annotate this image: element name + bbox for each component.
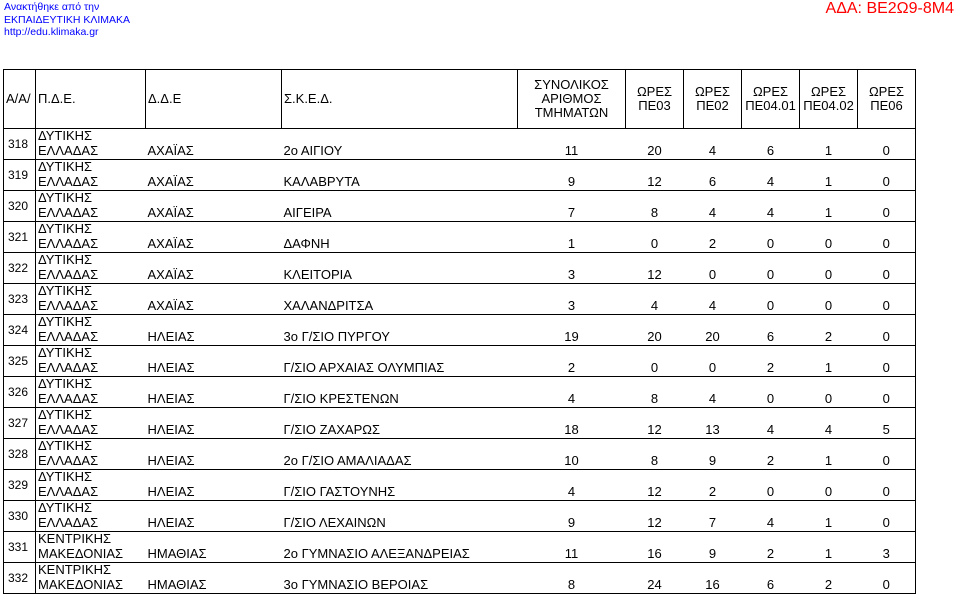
pe0401-cell: 6 [742, 129, 800, 160]
header-pe06-line1: ΩΡΕΣ [868, 84, 905, 99]
header-total-line1: ΣΥΝΟΛΙΚΟΣ [534, 77, 609, 92]
table-row [4, 532, 916, 563]
pe03-cell: 20 [626, 315, 684, 346]
region-cell [36, 129, 146, 160]
watermark-line-2: ΕΚΠΑΙΔΕΥΤΙΚΗ ΚΛΙΜΑΚΑ [4, 13, 131, 26]
pe02-cell: 2 [684, 222, 742, 253]
header-pe0402 [800, 70, 858, 129]
header-dde: Δ.Δ.Ε [146, 70, 282, 129]
region-line1: ΔΥΤΙΚΗΣ [38, 500, 93, 515]
pe0402-cell: 0 [800, 470, 858, 501]
watermark [4, 1, 130, 39]
pe0402-cell: 0 [800, 222, 858, 253]
table-row [4, 377, 916, 408]
dde-cell: ΑΧΑΪΑΣ [146, 160, 282, 191]
pe06-cell: 0 [858, 346, 916, 377]
region-cell [36, 563, 146, 594]
header-pe02-line2: ΠΕ02 [696, 98, 729, 113]
pe03-cell: 20 [626, 129, 684, 160]
pe02-cell: 4 [684, 377, 742, 408]
dde-cell: ΑΧΑΪΑΣ [146, 129, 282, 160]
pe0401-cell: 0 [742, 222, 800, 253]
total-cell: 4 [518, 470, 626, 501]
pe06-cell: 0 [858, 191, 916, 222]
pe06-cell: 0 [858, 222, 916, 253]
pe03-cell: 0 [626, 346, 684, 377]
pe02-cell: 4 [684, 284, 742, 315]
pe0401-cell: 4 [742, 408, 800, 439]
pe02-cell: 4 [684, 129, 742, 160]
dde-cell: ΗΛΕΙΑΣ [146, 501, 282, 532]
pe02-cell: 4 [684, 191, 742, 222]
region-line2: ΕΛΛΑΔΑΣ [38, 452, 99, 468]
pe03-cell: 8 [626, 439, 684, 470]
total-cell: 7 [518, 191, 626, 222]
pe0402-cell: 1 [800, 191, 858, 222]
pe0401-cell: 4 [742, 501, 800, 532]
pe03-cell: 4 [626, 284, 684, 315]
table-row [4, 501, 916, 532]
dde-cell: ΑΧΑΪΑΣ [146, 222, 282, 253]
region-line1: ΔΥΤΙΚΗΣ [38, 376, 93, 391]
region-line2: ΕΛΛΑΔΑΣ [38, 359, 99, 375]
school-cell: Γ/ΣΙΟ ΓΑΣΤΟΥΝΗΣ [282, 470, 518, 501]
pe03-cell: 0 [626, 222, 684, 253]
school-cell: Γ/ΣΙΟ ΛΕΧΑΙΝΩΝ [282, 501, 518, 532]
pe03-cell: 24 [626, 563, 684, 594]
table-row [4, 315, 916, 346]
region-line1: ΔΥΤΙΚΗΣ [38, 190, 93, 205]
region-cell [36, 160, 146, 191]
pe0402-cell: 2 [800, 315, 858, 346]
pe06-cell: 3 [858, 532, 916, 563]
region-line2: ΕΛΛΑΔΑΣ [38, 328, 99, 344]
school-cell: 2ο Γ/ΣΙΟ ΑΜΑΛΙΑΔΑΣ [282, 439, 518, 470]
region-line2: ΕΛΛΑΔΑΣ [38, 266, 99, 282]
region-line1: ΔΥΤΙΚΗΣ [38, 128, 93, 143]
region-line2: ΕΛΛΑΔΑΣ [38, 421, 99, 437]
dde-cell: ΑΧΑΪΑΣ [146, 191, 282, 222]
region-line1: ΔΥΤΙΚΗΣ [38, 314, 93, 329]
pe0401-cell: 4 [742, 191, 800, 222]
region-line1: ΔΥΤΙΚΗΣ [38, 407, 93, 422]
school-cell: ΔΑΦΝΗ [282, 222, 518, 253]
pe03-cell: 12 [626, 160, 684, 191]
pe0402-cell: 0 [800, 284, 858, 315]
pe06-cell: 0 [858, 470, 916, 501]
region-line2: ΕΛΛΑΔΑΣ [38, 204, 99, 220]
region-cell [36, 315, 146, 346]
header-pe0402-line1: ΩΡΕΣ [810, 84, 847, 99]
header-pe06-line2: ΠΕ06 [870, 98, 903, 113]
header-pe03 [626, 70, 684, 129]
pe02-cell: 0 [684, 253, 742, 284]
region-cell [36, 253, 146, 284]
header-row [4, 70, 916, 129]
school-cell: ΚΛΕΙΤΟΡΙΑ [282, 253, 518, 284]
dde-cell: ΗΛΕΙΑΣ [146, 439, 282, 470]
header-pe0401-line1: ΩΡΕΣ [752, 84, 789, 99]
pe02-cell: 6 [684, 160, 742, 191]
region-line1: ΔΥΤΙΚΗΣ [38, 345, 93, 360]
pe0402-cell: 1 [800, 160, 858, 191]
dde-cell: ΑΧΑΪΑΣ [146, 284, 282, 315]
pe06-cell: 5 [858, 408, 916, 439]
total-cell: 8 [518, 563, 626, 594]
pe0401-cell: 0 [742, 253, 800, 284]
pe06-cell: 0 [858, 129, 916, 160]
row-number-cell: 324 [4, 315, 36, 346]
table-row [4, 129, 916, 160]
total-cell: 1 [518, 222, 626, 253]
region-line2: ΕΛΛΑΔΑΣ [38, 514, 99, 530]
header-aa: Α/Α/ [4, 70, 36, 129]
dde-cell: ΗΛΕΙΑΣ [146, 315, 282, 346]
row-number-cell: 319 [4, 160, 36, 191]
region-cell [36, 470, 146, 501]
row-number-cell: 327 [4, 408, 36, 439]
pe0402-cell: 4 [800, 408, 858, 439]
pe0401-cell: 0 [742, 470, 800, 501]
pe06-cell: 0 [858, 284, 916, 315]
pe0401-cell: 2 [742, 439, 800, 470]
dde-cell: ΗΛΕΙΑΣ [146, 470, 282, 501]
school-cell: Γ/ΣΙΟ ΚΡΕΣΤΕΝΩΝ [282, 377, 518, 408]
header-pe0401-line2: ΠΕ04.01 [745, 98, 796, 113]
row-number-cell: 330 [4, 501, 36, 532]
table-row [4, 408, 916, 439]
pe06-cell: 0 [858, 253, 916, 284]
pe0402-cell: 1 [800, 439, 858, 470]
region-line2: ΜΑΚΕΔΟΝΙΑΣ [38, 576, 124, 592]
header-pe02 [684, 70, 742, 129]
pe02-cell: 2 [684, 470, 742, 501]
pe06-cell: 0 [858, 563, 916, 594]
pe02-cell: 7 [684, 501, 742, 532]
school-cell: 3ο ΓΥΜΝΑΣΙΟ ΒΕΡΟΙΑΣ [282, 563, 518, 594]
region-line1: ΔΥΤΙΚΗΣ [38, 283, 93, 298]
region-cell [36, 346, 146, 377]
row-number-cell: 332 [4, 563, 36, 594]
region-line1: ΔΥΤΙΚΗΣ [38, 221, 93, 236]
header-pe03-line1: ΩΡΕΣ [636, 84, 673, 99]
row-number-cell: 318 [4, 129, 36, 160]
dde-cell: ΗΛΕΙΑΣ [146, 408, 282, 439]
pe02-cell: 16 [684, 563, 742, 594]
region-line2: ΕΛΛΑΔΑΣ [38, 297, 99, 313]
header-pe06 [858, 70, 916, 129]
pe0401-cell: 2 [742, 532, 800, 563]
total-cell: 2 [518, 346, 626, 377]
school-cell: 3ο Γ/ΣΙΟ ΠΥΡΓΟΥ [282, 315, 518, 346]
region-cell [36, 439, 146, 470]
school-cell: Γ/ΣΙΟ ΖΑΧΑΡΩΣ [282, 408, 518, 439]
total-cell: 11 [518, 129, 626, 160]
school-cell: 2ο ΓΥΜΝΑΣΙΟ ΑΛΕΞΑΝΔΡΕΙΑΣ [282, 532, 518, 563]
dde-cell: ΗΜΑΘΙΑΣ [146, 532, 282, 563]
pe02-cell: 20 [684, 315, 742, 346]
pe0401-cell: 6 [742, 315, 800, 346]
pe0401-cell: 0 [742, 377, 800, 408]
hours-table [3, 69, 916, 594]
region-cell [36, 408, 146, 439]
region-cell [36, 191, 146, 222]
row-number-cell: 331 [4, 532, 36, 563]
region-cell [36, 501, 146, 532]
table-row [4, 346, 916, 377]
school-cell: Γ/ΣΙΟ ΑΡΧΑΙΑΣ ΟΛΥΜΠΙΑΣ [282, 346, 518, 377]
region-line2: ΕΛΛΑΔΑΣ [38, 390, 99, 406]
school-cell: ΑΙΓΕΙΡΑ [282, 191, 518, 222]
school-cell: 2ο ΑΙΓΙΟΥ [282, 129, 518, 160]
region-line1: ΔΥΤΙΚΗΣ [38, 438, 93, 453]
row-number-cell: 323 [4, 284, 36, 315]
ada-code: ΑΔΑ: ΒΕ2Ω9-8Μ4 [825, 0, 954, 17]
pe03-cell: 12 [626, 408, 684, 439]
row-number-cell: 322 [4, 253, 36, 284]
total-cell: 9 [518, 160, 626, 191]
header-pe03-line2: ΠΕ03 [638, 98, 671, 113]
region-cell [36, 377, 146, 408]
pe03-cell: 8 [626, 191, 684, 222]
total-cell: 9 [518, 501, 626, 532]
row-number-cell: 329 [4, 470, 36, 501]
row-number-cell: 320 [4, 191, 36, 222]
pe03-cell: 16 [626, 532, 684, 563]
dde-cell: ΗΛΕΙΑΣ [146, 377, 282, 408]
pe0402-cell: 1 [800, 501, 858, 532]
row-number-cell: 326 [4, 377, 36, 408]
region-cell [36, 532, 146, 563]
pe0401-cell: 0 [742, 284, 800, 315]
pe0402-cell: 1 [800, 346, 858, 377]
table-row [4, 253, 916, 284]
total-cell: 11 [518, 532, 626, 563]
pe06-cell: 0 [858, 439, 916, 470]
table-row [4, 563, 916, 594]
pe02-cell: 9 [684, 532, 742, 563]
pe02-cell: 9 [684, 439, 742, 470]
region-line1: ΚΕΝΤΡΙΚΗΣ [38, 531, 112, 546]
header-total-line3: ΤΜΗΜΑΤΩΝ [534, 105, 609, 120]
header-pde: Π.Δ.Ε. [36, 70, 146, 129]
watermark-url[interactable]: http://edu.klimaka.gr [4, 26, 99, 38]
header-total [518, 70, 626, 129]
header-pe02-line1: ΩΡΕΣ [694, 84, 731, 99]
pe0401-cell: 2 [742, 346, 800, 377]
pe03-cell: 12 [626, 501, 684, 532]
total-cell: 19 [518, 315, 626, 346]
region-line2: ΕΛΛΑΔΑΣ [38, 235, 99, 251]
region-line1: ΔΥΤΙΚΗΣ [38, 159, 93, 174]
total-cell: 4 [518, 377, 626, 408]
row-number-cell: 328 [4, 439, 36, 470]
region-line2: ΕΛΛΑΔΑΣ [38, 483, 99, 499]
pe03-cell: 12 [626, 253, 684, 284]
region-line1: ΚΕΝΤΡΙΚΗΣ [38, 562, 112, 577]
pe06-cell: 0 [858, 315, 916, 346]
school-cell: ΧΑΛΑΝΔΡΙΤΣΑ [282, 284, 518, 315]
dde-cell: ΑΧΑΪΑΣ [146, 253, 282, 284]
region-line2: ΕΛΛΑΔΑΣ [38, 142, 99, 158]
pe03-cell: 8 [626, 377, 684, 408]
table-row [4, 470, 916, 501]
region-cell [36, 222, 146, 253]
total-cell: 3 [518, 253, 626, 284]
row-number-cell: 321 [4, 222, 36, 253]
header-pe0402-line2: ΠΕ04.02 [803, 98, 854, 113]
pe02-cell: 13 [684, 408, 742, 439]
pe0402-cell: 1 [800, 532, 858, 563]
pe0402-cell: 2 [800, 563, 858, 594]
table-row [4, 284, 916, 315]
pe06-cell: 0 [858, 501, 916, 532]
dde-cell: ΗΛΕΙΑΣ [146, 346, 282, 377]
table-row [4, 439, 916, 470]
header-skede: Σ.Κ.Ε.Δ. [282, 70, 518, 129]
region-line2: ΜΑΚΕΔΟΝΙΑΣ [38, 545, 124, 561]
table-row [4, 191, 916, 222]
region-line1: ΔΥΤΙΚΗΣ [38, 252, 93, 267]
pe0402-cell: 0 [800, 253, 858, 284]
pe06-cell: 0 [858, 160, 916, 191]
pe0402-cell: 0 [800, 377, 858, 408]
header-pe0401 [742, 70, 800, 129]
pe0401-cell: 6 [742, 563, 800, 594]
row-number-cell: 325 [4, 346, 36, 377]
table-row [4, 222, 916, 253]
pe02-cell: 0 [684, 346, 742, 377]
pe0402-cell: 1 [800, 129, 858, 160]
pe06-cell: 0 [858, 377, 916, 408]
total-cell: 18 [518, 408, 626, 439]
watermark-line-1: Ανακτήθηκε από την [4, 1, 100, 13]
pe0401-cell: 4 [742, 160, 800, 191]
school-cell: ΚΑΛΑΒΡΥΤΑ [282, 160, 518, 191]
total-cell: 3 [518, 284, 626, 315]
total-cell: 10 [518, 439, 626, 470]
region-line1: ΔΥΤΙΚΗΣ [38, 469, 93, 484]
pe03-cell: 12 [626, 470, 684, 501]
region-line2: ΕΛΛΑΔΑΣ [38, 173, 99, 189]
region-cell [36, 284, 146, 315]
table-row [4, 160, 916, 191]
header-total-line2: ΑΡΙΘΜΟΣ [541, 91, 602, 106]
dde-cell: ΗΜΑΘΙΑΣ [146, 563, 282, 594]
